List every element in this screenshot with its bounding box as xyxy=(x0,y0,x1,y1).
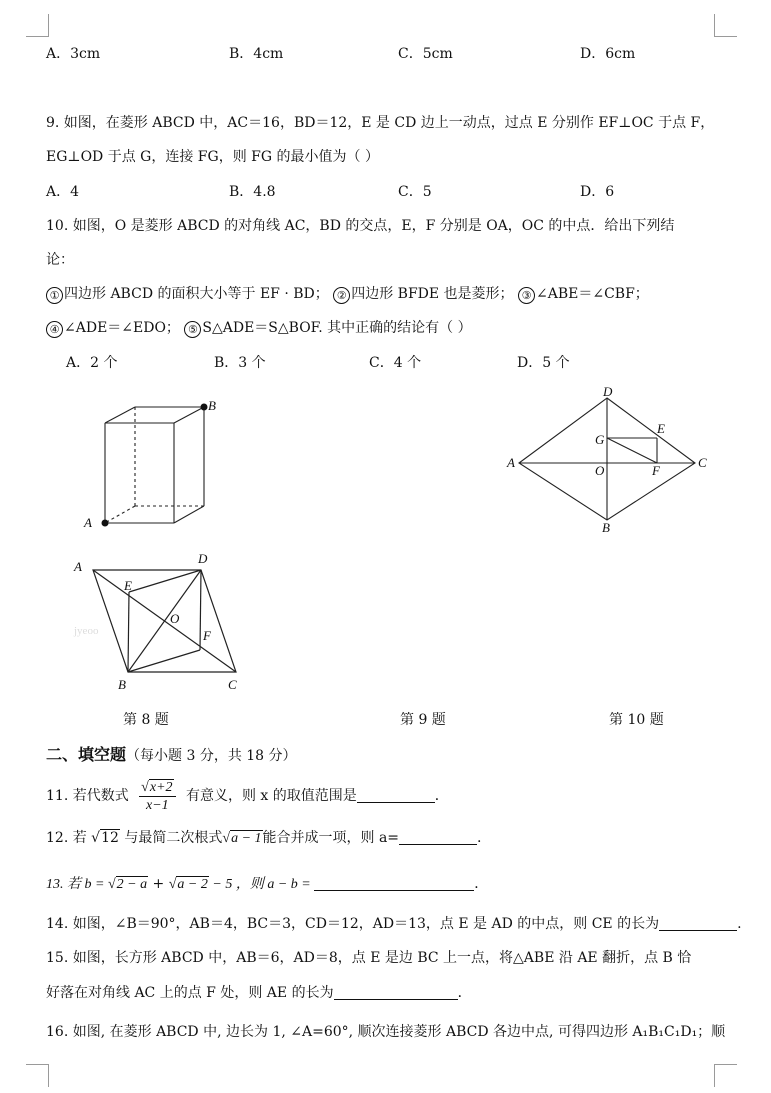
crop-mark-bottom-left xyxy=(26,1064,49,1087)
q15-answer-blank[interactable] xyxy=(334,985,458,1000)
fig8-label-B: B xyxy=(208,398,216,413)
crop-mark-bottom-right xyxy=(714,1064,737,1087)
q16-line1: 16. 如图, 在菱形 ABCD 中, 边长为 1, ∠A=60°, 顺次连接菱形 ABCD 各边中点, 可得四边形 A₁B₁C₁D₁；顺 xyxy=(46,1024,726,1040)
q10-conclusion-4: ∠ADE＝∠EDO； xyxy=(64,320,180,336)
figure-8-cuboid xyxy=(80,396,220,534)
fig9-label-A: A xyxy=(507,455,515,470)
q13-line xyxy=(46,875,488,894)
q12-prefix: 12. 若 xyxy=(46,830,87,846)
fig9-label-E: E xyxy=(657,421,665,436)
q12-suffix: 能合并成一项，则 a= xyxy=(262,830,400,846)
q13-radical-2: √a − 2 xyxy=(168,877,208,892)
q9-stem-line1: 9. 如图，在菱形 ABCD 中，AC＝16，BD＝12，E 是 CD 边上一动点，过点 E 分别作 EF⊥OC 于点 F， xyxy=(46,115,715,131)
q13-suffix: − 5 ，则 a − b = xyxy=(208,877,315,892)
q11-fraction xyxy=(139,779,175,814)
q11-denominator: x−1 xyxy=(146,797,169,813)
point-A-dot xyxy=(102,520,109,527)
q13-plus: + xyxy=(148,876,169,892)
circled-number-3: ③ xyxy=(518,287,535,304)
fig9-label-G: G xyxy=(595,432,605,447)
caption-figure-10: 第 10 题 xyxy=(609,712,664,728)
q15-end: ． xyxy=(457,985,472,1001)
q9-option-c: C．5 xyxy=(398,184,432,200)
q10-conclusion-5: S△ADE＝S△BOF. 其中正确的结论有（ ） xyxy=(202,320,472,336)
circled-number-5: ⑤ xyxy=(184,321,201,338)
q14-end: . xyxy=(737,916,742,932)
fig9-label-B: B xyxy=(602,520,610,535)
fig10-label-C: C xyxy=(228,677,237,692)
q11-answer-blank[interactable] xyxy=(357,788,435,803)
circled-number-2: ② xyxy=(333,287,350,304)
watermark-text: jyeoo xyxy=(74,625,99,637)
q12-middle: 与最简二次根式 xyxy=(124,830,223,846)
q11-suffix: 有意义，则 x 的取值范围是 xyxy=(185,788,357,804)
q13-answer-blank[interactable] xyxy=(314,876,474,891)
q10-conclusion-3: ∠ABE＝∠CBF； xyxy=(536,286,649,302)
q11-numerator: √x+2 xyxy=(139,779,175,797)
q10-option-d: D．5 个 xyxy=(517,355,570,371)
q9-stem-line2: EG⊥OD 于点 G，连接 FG，则 FG 的最小值为（ ） xyxy=(46,149,379,165)
fig8-label-A: A xyxy=(84,515,92,530)
crop-mark-top-right xyxy=(714,14,737,37)
q14-text: 14. 如图，∠B＝90°，AB＝4，BC＝3，CD＝12，AD＝13，点 E 是 AD 的中点，则 CE 的长为 xyxy=(46,916,660,932)
section-header xyxy=(46,742,297,765)
q10-conclusions-line1 xyxy=(46,285,649,304)
q12-answer-blank[interactable] xyxy=(399,830,477,845)
q8-option-d: D．6cm xyxy=(580,46,636,62)
q10-conclusions-line2 xyxy=(46,319,472,338)
q10-option-b: B．3 个 xyxy=(214,355,266,371)
q8-option-a: A．3cm xyxy=(46,46,101,62)
fig9-label-D: D xyxy=(603,386,613,399)
q13-end: ． xyxy=(474,876,489,892)
q9-option-d: D．6 xyxy=(580,184,615,200)
q12-line xyxy=(46,829,482,848)
q9-option-b: B．4.8 xyxy=(229,184,276,200)
fig9-label-O: O xyxy=(595,463,605,478)
q11-end: ． xyxy=(434,788,449,804)
fig10-label-O: O xyxy=(170,611,180,626)
q11-prefix: 11. 若代数式 xyxy=(46,788,129,804)
figure-10-rhombus xyxy=(66,548,256,698)
fig10-label-E: E xyxy=(124,578,132,593)
fig10-label-F: F xyxy=(203,628,211,643)
q12-end: . xyxy=(477,830,482,846)
q13-radical-1: √2 − a xyxy=(107,877,148,892)
q10-conclusion-2: 四边形 BFDE 也是菱形； xyxy=(351,286,514,302)
caption-figure-9: 第 9 题 xyxy=(400,712,446,728)
figure-9-rhombus xyxy=(500,386,720,536)
q15-text: 好落在对角线 AC 上的点 F 处，则 AE 的长为 xyxy=(46,985,334,1001)
fig9-label-F: F xyxy=(652,463,660,478)
circled-number-1: ① xyxy=(46,287,63,304)
fig10-label-D: D xyxy=(198,551,208,566)
circled-number-4: ④ xyxy=(46,321,63,338)
q8-option-b: B．4cm xyxy=(229,46,284,62)
q12-radical-2: √a − 1 xyxy=(222,831,262,846)
crop-mark-top-left xyxy=(26,14,49,37)
q15-line1: 15. 如图，长方形 ABCD 中，AB＝6，AD＝8，点 E 是边 BC 上一点，将△ABE 沿 AE 翻折，点 B 恰 xyxy=(46,950,692,966)
q14-line xyxy=(46,915,742,933)
q10-conclusion-1: 四边形 ABCD 的面积大小等于 EF · BD； xyxy=(64,286,329,302)
section-title: 二、填空题 xyxy=(46,745,127,764)
section-note: （每小题 3 分，共 18 分） xyxy=(126,748,297,764)
fig10-label-A: A xyxy=(74,559,82,574)
q11-line xyxy=(46,776,449,816)
caption-figure-8: 第 8 题 xyxy=(123,712,169,728)
fig10-label-B: B xyxy=(118,677,126,692)
fig9-label-C: C xyxy=(698,455,707,470)
q13-prefix: 13. 若 b = xyxy=(46,877,108,892)
q10-stem-line1: 10. 如图，O 是菱形 ABCD 的对角线 AC，BD 的交点，E，F 分别是 OA，OC 的中点．给出下列结 xyxy=(46,218,675,234)
q10-option-c: C．4 个 xyxy=(369,355,422,371)
q9-option-a: A．4 xyxy=(46,184,80,200)
q14-answer-blank[interactable] xyxy=(659,916,737,931)
q15-line2 xyxy=(46,984,472,1002)
q12-radical-1: √12 xyxy=(91,830,119,846)
point-B-dot xyxy=(201,404,208,411)
q10-stem-line2: 论： xyxy=(46,252,74,268)
q8-option-c: C．5cm xyxy=(398,46,453,62)
q10-option-a: A．2 个 xyxy=(66,355,118,371)
